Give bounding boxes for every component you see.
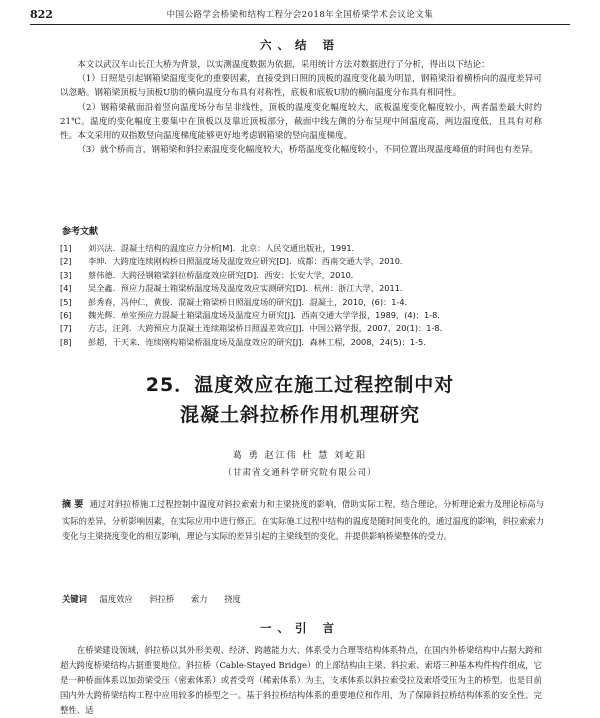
page-number: 822 [30, 7, 53, 21]
reference-item: [8] 彭超，于天来．连续刚构箱梁桥温度场及温度效应的研究[J]．森林工程，2008，24(5)：1-5． [60, 336, 432, 347]
reference-list [60, 242, 542, 349]
conclusion-item-3: （3）就个桥而言，钢箱梁和斜拉索温度变化幅度较大，桥塔温度变化幅度较小，不同位置出现温度峰值的时间也有差异。 [77, 145, 539, 156]
reference-item: [6] 魏光辉．单室预应力混凝土箱梁温度场及温度应力研究[J]．西南交通大学学报，1989，(4)：1-8． [60, 310, 446, 321]
conclusion-intro: 本文以武汉车山长江大桥为背景，以实测温度数据为依据，采用统计方法对数据进行了分析，得出以下结论： [77, 60, 490, 70]
reference-item: [1] 刘兴法．混凝土结构的温度应力分析[M]．北京：人民交通出版社，1991． [60, 243, 360, 253]
reference-item: [5] 彭秀春，冯仲仁，黄俊．混凝土箱梁桥日照温度场的研究[J]．混凝土，2010，(6)：1-4． [60, 296, 413, 307]
reference-item: [7] 方志，汪剑．大跨预应力混凝土连续箱梁桥日照温差效应[J]．中国公路学报，2007，20(1)：1-8． [60, 323, 448, 334]
conclusion-heading: 六、结 语 [259, 38, 340, 52]
reference-item: [2] 李坤．大跨度连续刚构桥日照温度场及温度效应研究[D]．成都：西南交通大学，2010． [60, 256, 409, 267]
introduction-heading: 一、引 言 [259, 621, 340, 635]
affiliation: （甘肃省交通科学研究院有限公司） [223, 468, 377, 478]
journal-title: 中国公路学会桥梁和结构工程分会2018年全国桥梁学术会议论文集 [166, 10, 434, 20]
article-title-line-1: 25．温度效应在施工过程控制中对 [145, 374, 455, 396]
running-header [30, 6, 570, 22]
author-list: 葛 勇 赵江伟 杜 慧 刘屹阳 [232, 451, 368, 461]
conclusion-item-2: （2）钢箱梁截面沿着竖向温度场分布呈非线性，顶板的温度变化幅度较大，底板温度变化幅度较小，两者温差最大时约21℃。温度的变化幅度主要集中在顶板以及靠近顶板部分，截面中线左侧的分布呈现中间温度高，两边温度低，且具有对称性。本文采用的双指数竖向温度梯度能够更好地考虑钢箱梁的竖向温度梯度。 [60, 102, 542, 142]
article-title-line-2: 混凝土斜拉桥作用机理研究 [179, 404, 420, 426]
keywords [62, 593, 544, 605]
reference-item: [4] 吴全鑫．预应力混凝土箱梁桥温度场及温度效应实测研究[D]．杭州：浙江大学，2011． [60, 283, 409, 294]
abstract-text: 通过对斜拉桥施工过程控制中温度对斜拉索索力和主梁挠度的影响，借助实际工程，结合理论，分析理论索力及理论标高与实际的差异，分析影响因素，在实际应用中进行修正。在实际施工过程中结构的温度是随时间变化的，通过温度的影响，斜拉索索力变化与主梁挠度变化的相互影响，理论与实际的差异引起的主梁线型的变化，并提供影响桥梁整体的受力。 [62, 499, 544, 541]
keyword: 索力 [190, 594, 208, 604]
reference-item: [3] 蔡伟德．大跨径钢箱梁斜拉桥温度效应研究[D]．西安：长安大学，2010． [60, 269, 359, 280]
abstract-label: 摘 要 [62, 500, 84, 510]
conclusion-body [60, 58, 542, 157]
header-rule [30, 24, 570, 25]
keyword: 温度效应 [99, 594, 133, 604]
introduction-text: 在桥梁建设领域，斜拉桥以其外形美观、经济、跨越能力大、体系受力合理等结构体系特点，在国内外桥梁结构中占据大跨和超大跨度桥梁结构占据重要地位。斜拉桥（Cable-Stayed Bridge）的上部结构由主梁、斜拉索、索塔三种基本构件构件组成，它是一种桥面体系以加劲梁受压（密索体系）或者受弯（稀索体系）为主，支承体系以斜拉索受拉及索塔受压为主的桥型，也是目前国内外大跨桥梁结构工程中应用较多的桥型之一。基于斜拉桥结构体系的重要地位和作用，为了保障斜拉桥结构体系的安全性、完整性、适 [60, 645, 542, 715]
references-heading: 参考文献 [62, 227, 99, 237]
introduction-body [60, 643, 542, 718]
keywords-label: 关键词 [62, 594, 87, 604]
conclusion-item-1: （1）日照是引起钢箱梁温度变化的重要因素，直接受到日照的顶板的温度变化最为明显，钢箱梁沿着横桥向的温度差异可以忽略。钢箱梁顶板与顶板U肋的横向温度分布具有对称性，底板和底板U肋的横向温度分布具有相同性。 [60, 74, 542, 99]
abstract [62, 497, 544, 545]
keyword: 挠度 [224, 594, 241, 604]
keyword: 斜拉桥 [149, 594, 175, 604]
